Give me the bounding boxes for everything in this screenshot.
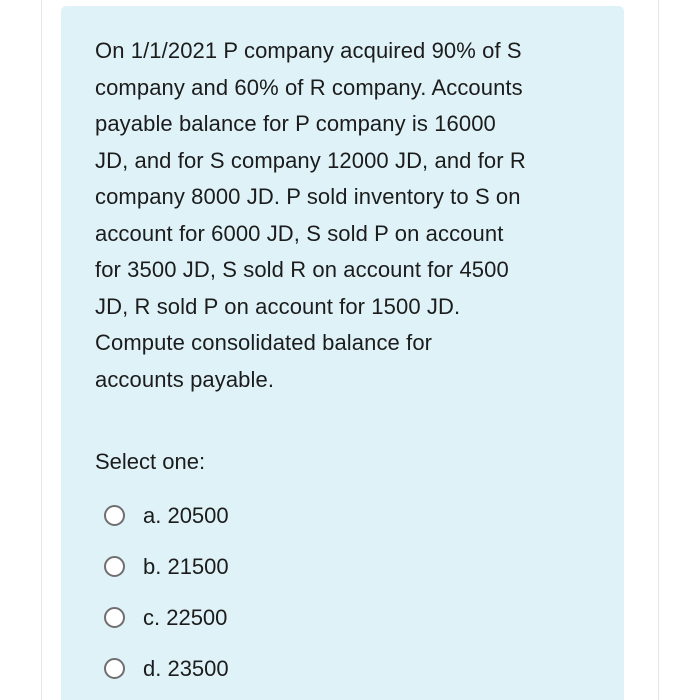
question-line: JD, and for S company 12000 JD, and for R	[95, 147, 526, 173]
question-card	[61, 6, 624, 700]
radio-button-c[interactable]	[104, 607, 125, 628]
right-border	[658, 0, 659, 700]
option-label: c. 22500	[143, 604, 228, 630]
radio-button-a[interactable]	[104, 505, 125, 526]
option-c[interactable]	[95, 592, 600, 643]
option-label: a. 20500	[143, 502, 229, 528]
question-line: accounts payable.	[95, 366, 275, 392]
option-label: d. 23500	[143, 655, 229, 681]
left-border	[41, 0, 42, 700]
question-line: account for 6000 JD, S sold P on account	[95, 220, 504, 246]
option-d[interactable]	[95, 643, 600, 694]
select-one-prompt: Select one:	[95, 449, 206, 474]
option-a[interactable]	[95, 490, 600, 541]
question-line: company 8000 JD. P sold inventory to S on	[95, 184, 521, 209]
question-line: JD, R sold P on account for 1500 JD.	[95, 293, 461, 319]
question-text	[95, 33, 600, 398]
option-b[interactable]	[95, 541, 600, 592]
question-line: company and 60% of R company. Accounts	[95, 74, 523, 100]
option-label: b. 21500	[143, 553, 229, 579]
question-line: Compute consolidated balance for	[95, 330, 433, 355]
radio-button-b[interactable]	[104, 556, 125, 577]
radio-button-d[interactable]	[104, 658, 125, 679]
question-line: On 1/1/2021 P company acquired 90% of S	[95, 38, 522, 63]
answer-options	[95, 490, 600, 694]
question-line: for 3500 JD, S sold R on account for 4500	[95, 257, 509, 282]
question-line: payable balance for P company is 16000	[95, 111, 496, 136]
